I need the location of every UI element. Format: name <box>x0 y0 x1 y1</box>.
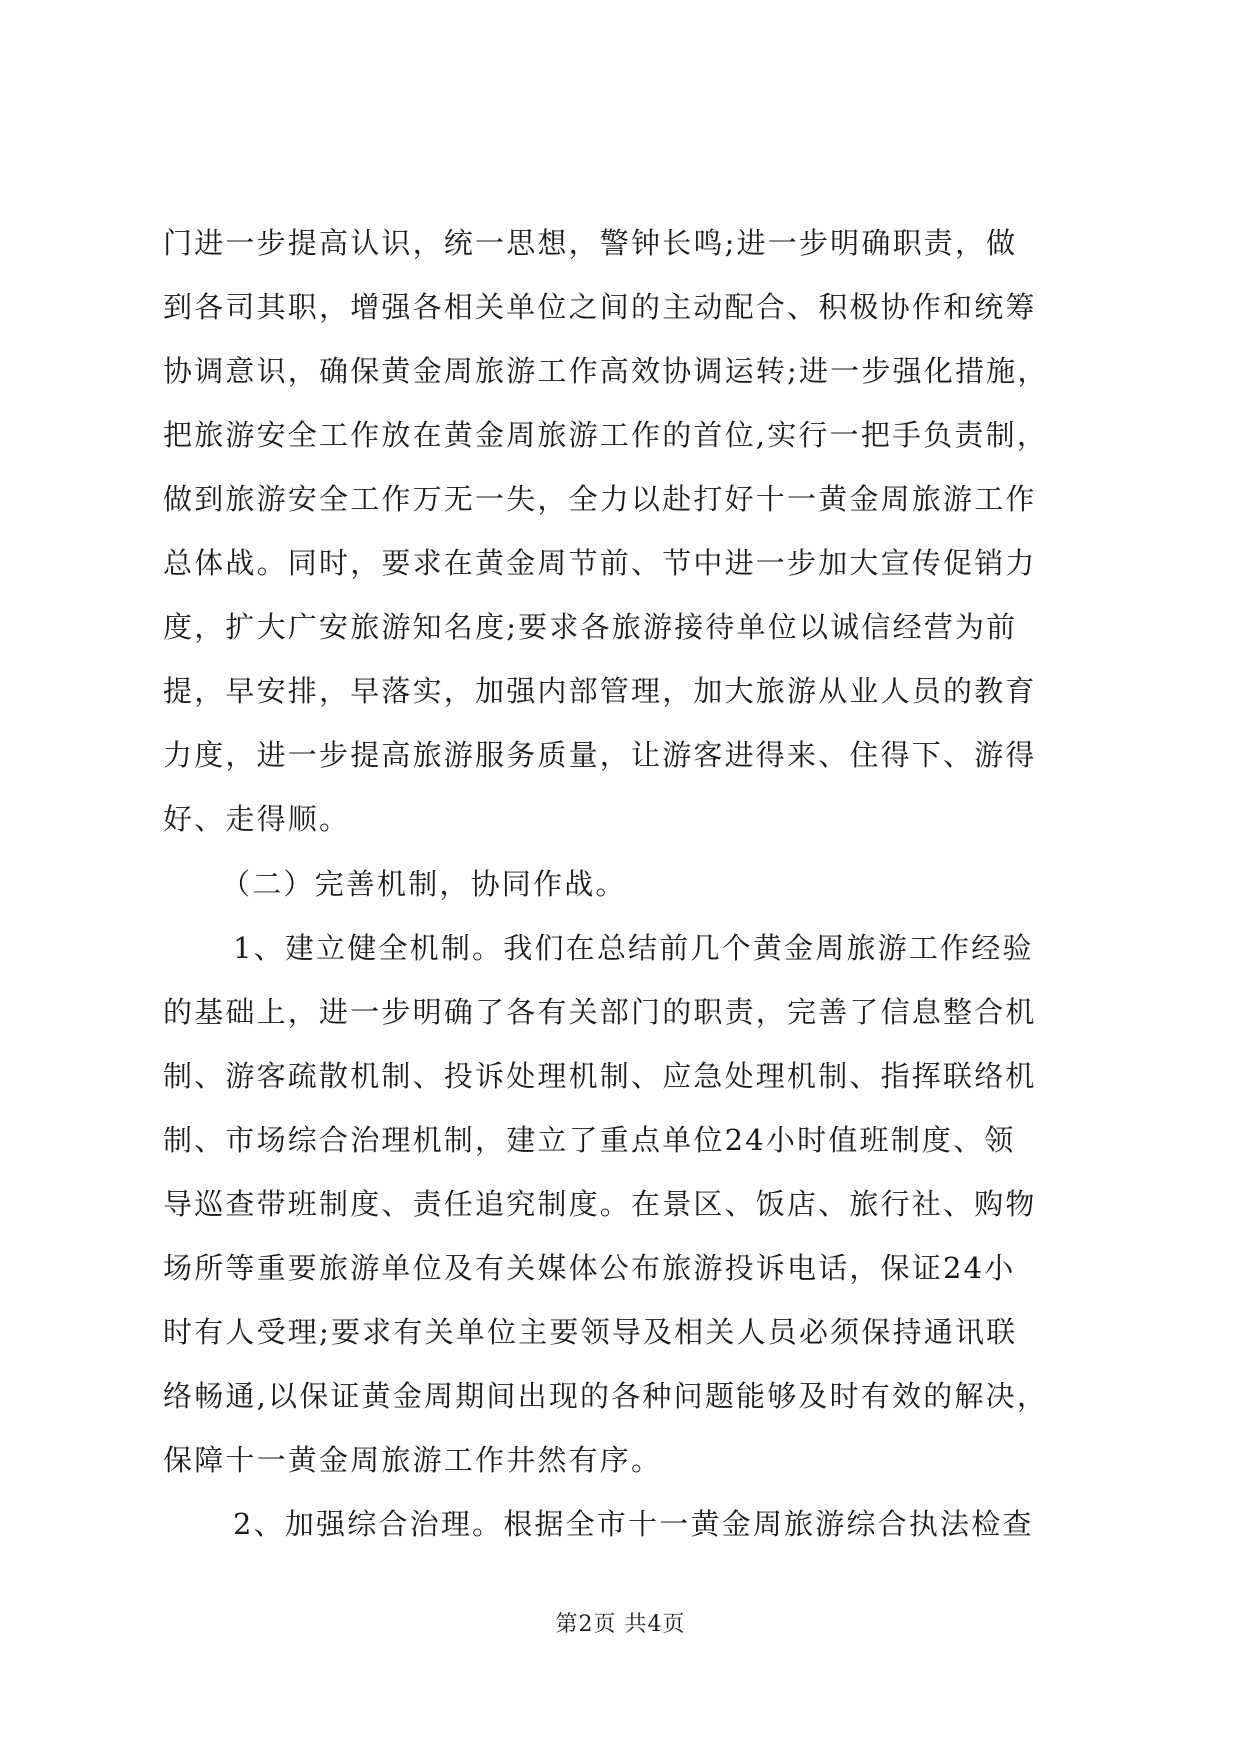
text-line: 制、游客疏散机制、投诉处理机制、应急处理机制、指挥联络机 <box>163 1059 1037 1093</box>
text-line: 场所等重要旅游单位及有关媒体公布旅游投诉电话，保证24小 <box>163 1251 1016 1285</box>
text-line: 做到旅游安全工作万无一失，全力以赴打好十一黄金周旅游工作 <box>163 482 1037 516</box>
page-number-footer: 第2页 共4页 <box>555 1612 686 1637</box>
text-line: 1、建立健全机制。我们在总结前几个黄金周旅游工作经验 <box>233 931 1034 965</box>
text-line: 提，早安排，早落实，加强内部管理，加大旅游从业人员的教育 <box>163 674 1037 708</box>
section-heading: （二）完善机制，协同作战。 <box>221 867 627 901</box>
text-line: 制、市场综合治理机制，建立了重点单位24小时值班制度、领 <box>163 1123 1016 1157</box>
text-line: 门进一步提高认识，统一思想，警钟长鸣;进一步明确职责，做 <box>163 226 1018 260</box>
text-line: 2、加强综合治理。根据全市十一黄金周旅游综合执法检查 <box>233 1507 1034 1541</box>
text-line: 保障十一黄金周旅游工作井然有序。 <box>163 1443 663 1477</box>
text-line: 的基础上，进一步明确了各有关部门的职责，完善了信息整合机 <box>163 995 1037 1029</box>
text-line: 好、走得顺。 <box>163 802 351 836</box>
text-line: 度，扩大广安旅游知名度;要求各旅游接待单位以诚信经营为前 <box>163 610 1018 644</box>
text-line: 总体战。同时，要求在黄金周节前、节中进一步加大宣传促销力 <box>163 546 1037 580</box>
text-line: 络畅通,以保证黄金周期间出现的各种问题能够及时有效的解决， <box>163 1379 1049 1413</box>
text-line: 把旅游安全工作放在黄金周旅游工作的首位,实行一把手负责制， <box>163 418 1049 452</box>
text-line: 到各司其职，增强各相关单位之间的主动配合、积极协作和统筹 <box>163 290 1037 324</box>
text-line: 时有人受理;要求有关单位主要领导及相关人员必须保持通讯联 <box>163 1315 1018 1349</box>
text-line: 协调意识，确保黄金周旅游工作高效协调运转;进一步强化措施， <box>163 354 1049 388</box>
text-line: 导巡查带班制度、责任追究制度。在景区、饭店、旅行社、购物 <box>163 1187 1037 1221</box>
text-line: 力度，进一步提高旅游服务质量，让游客进得来、住得下、游得 <box>163 738 1037 772</box>
